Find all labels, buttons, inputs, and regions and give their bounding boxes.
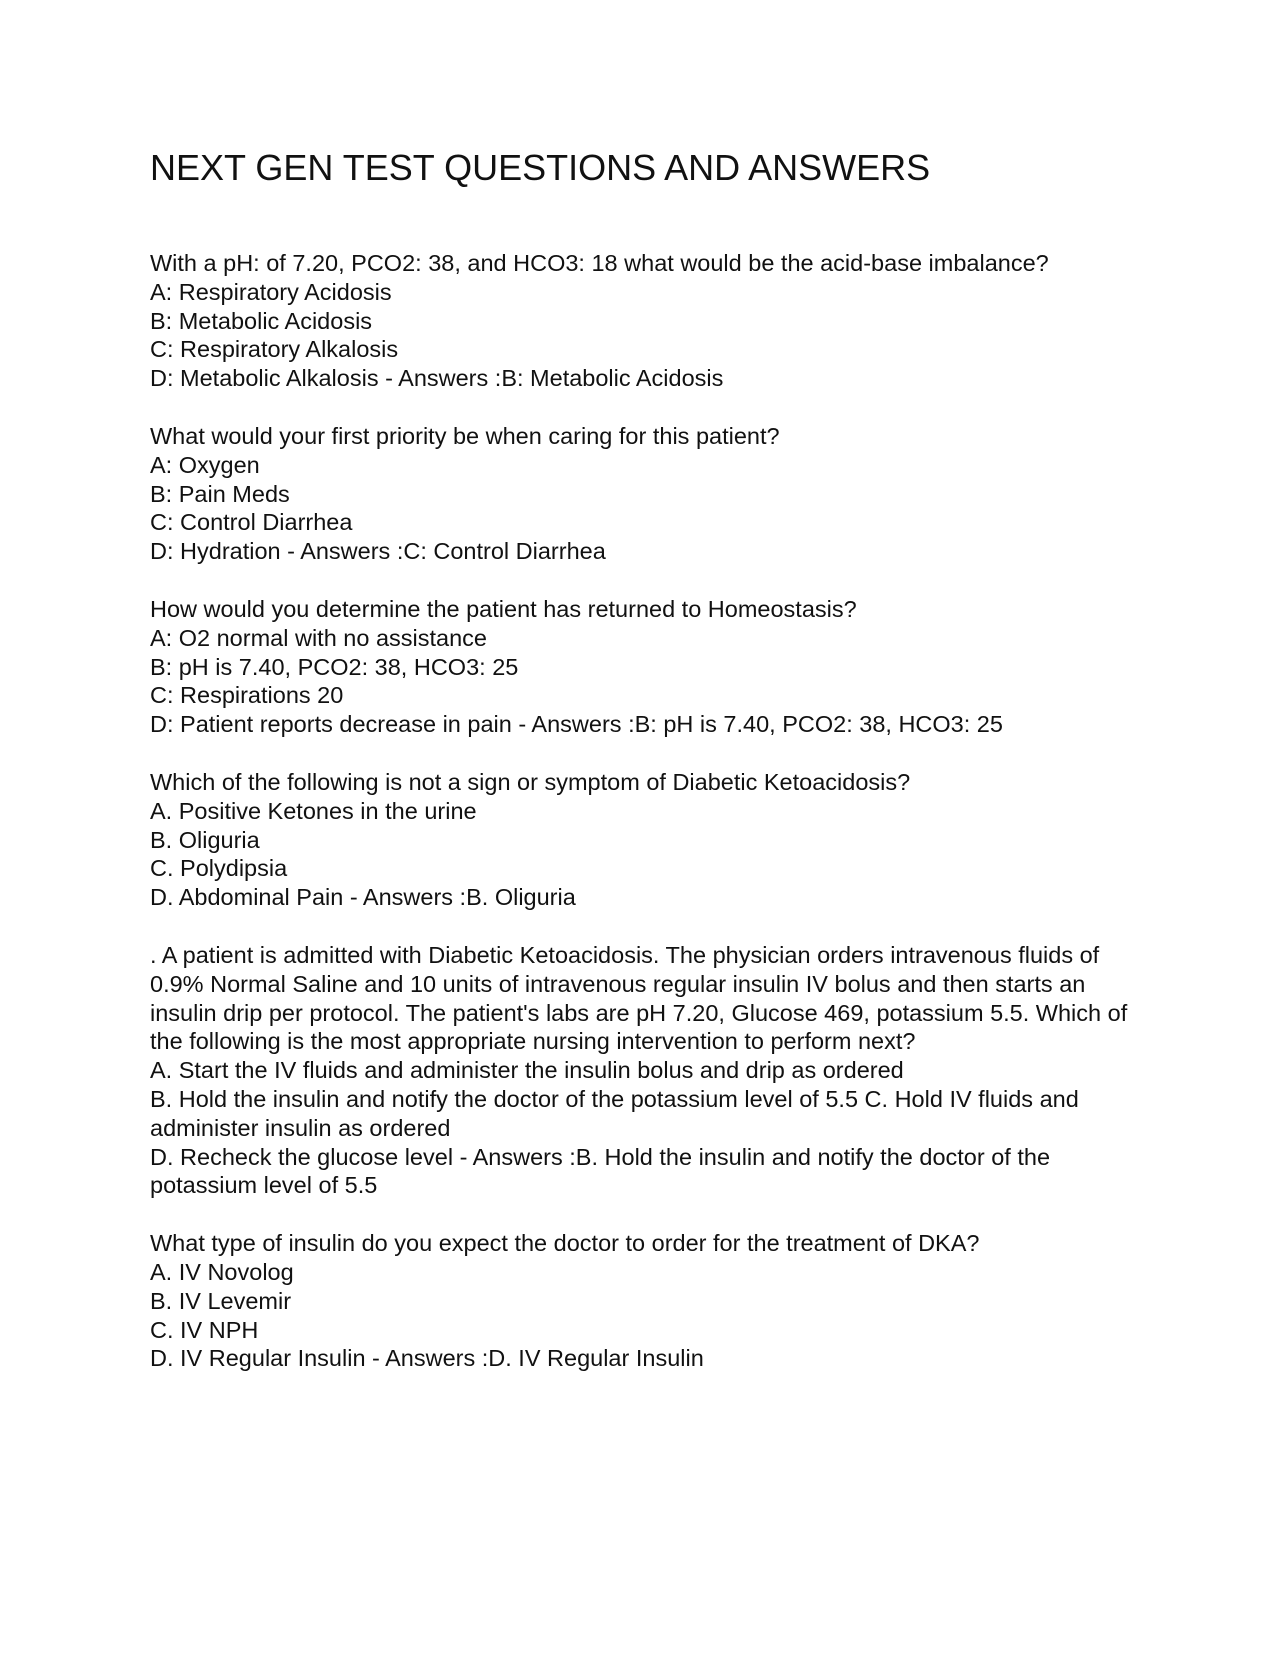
answer-line: C. Polydipsia <box>150 855 288 882</box>
answer-line: A: Respiratory Acidosis <box>150 278 392 305</box>
answer-line: A: Oxygen <box>150 451 260 478</box>
question-stem: With a pH: of 7.20, PCO2: 38, and HCO3: 18 what would be the acid-base imbalance? <box>150 250 1049 276</box>
question-block <box>150 249 1130 393</box>
page-title: NEXT GEN TEST QUESTIONS AND ANSWERS <box>150 147 931 188</box>
answer-line: D: Metabolic Alkalosis - Answers :B: Metabolic Acidosis <box>150 365 724 392</box>
answer-line: B. Hold the insulin and notify the doctor of the potassium level of 5.5 C. Hold IV fluids and administer insulin as ordered <box>150 1085 1079 1141</box>
question-block <box>150 422 1130 566</box>
answer-line: D: Patient reports decrease in pain - Answers :B: pH is 7.40, PCO2: 38, HCO3: 25 <box>150 711 1003 738</box>
question-block <box>150 1229 1130 1373</box>
answer-line: D. Recheck the glucose level - Answers :B. Hold the insulin and notify the doctor of the potassium level of 5.5 <box>150 1143 1051 1199</box>
question-stem: What would your first priority be when caring for this patient? <box>150 422 780 449</box>
answer-line: B: pH is 7.40, PCO2: 38, HCO3: 25 <box>150 653 519 680</box>
question-block <box>150 768 1130 912</box>
answer-line: C: Control Diarrhea <box>150 509 353 536</box>
answer-line: C: Respiratory Alkalosis <box>150 336 399 363</box>
question-stem: What type of insulin do you expect the doctor to order for the treatment of DKA? <box>150 1230 980 1257</box>
answer-line: B. Oliguria <box>150 826 260 853</box>
question-stem: . A patient is admitted with Diabetic Ketoacidosis. The physician orders intravenous fluids of 0.9% Normal Saline and 10 units of intravenous regular insulin IV bolus and then starts an insulin drip per protocol. The patient's labs are pH 7.20, Glucose 469, potassium 5.5. Which of the following is the most appropriate nursing intervention to perform next? <box>150 941 1128 1055</box>
answer-line: B: Metabolic Acidosis <box>150 307 373 334</box>
questions-list <box>150 249 1130 1402</box>
question-block <box>150 941 1130 1200</box>
answer-line: C. IV NPH <box>150 1316 259 1343</box>
answer-line: B: Pain Meds <box>150 480 290 507</box>
answer-line: D. Abdominal Pain - Answers :B. Oliguria <box>150 884 576 911</box>
answer-line: A. Positive Ketones in the urine <box>150 797 477 824</box>
answer-line: A. Start the IV fluids and administer the insulin bolus and drip as ordered <box>150 1057 904 1084</box>
question-block <box>150 595 1130 739</box>
answer-line: A: O2 normal with no assistance <box>150 624 487 651</box>
answer-line: B. IV Levemir <box>150 1287 292 1314</box>
answer-line: A. IV Novolog <box>150 1258 294 1285</box>
question-stem: Which of the following is not a sign or symptom of Diabetic Ketoacidosis? <box>150 768 911 795</box>
answer-line: D: Hydration - Answers :C: Control Diarrhea <box>150 538 606 565</box>
question-stem: How would you determine the patient has returned to Homeostasis? <box>150 595 857 622</box>
answer-line: C: Respirations 20 <box>150 682 344 709</box>
answer-line: D. IV Regular Insulin - Answers :D. IV Regular Insulin <box>150 1345 704 1372</box>
